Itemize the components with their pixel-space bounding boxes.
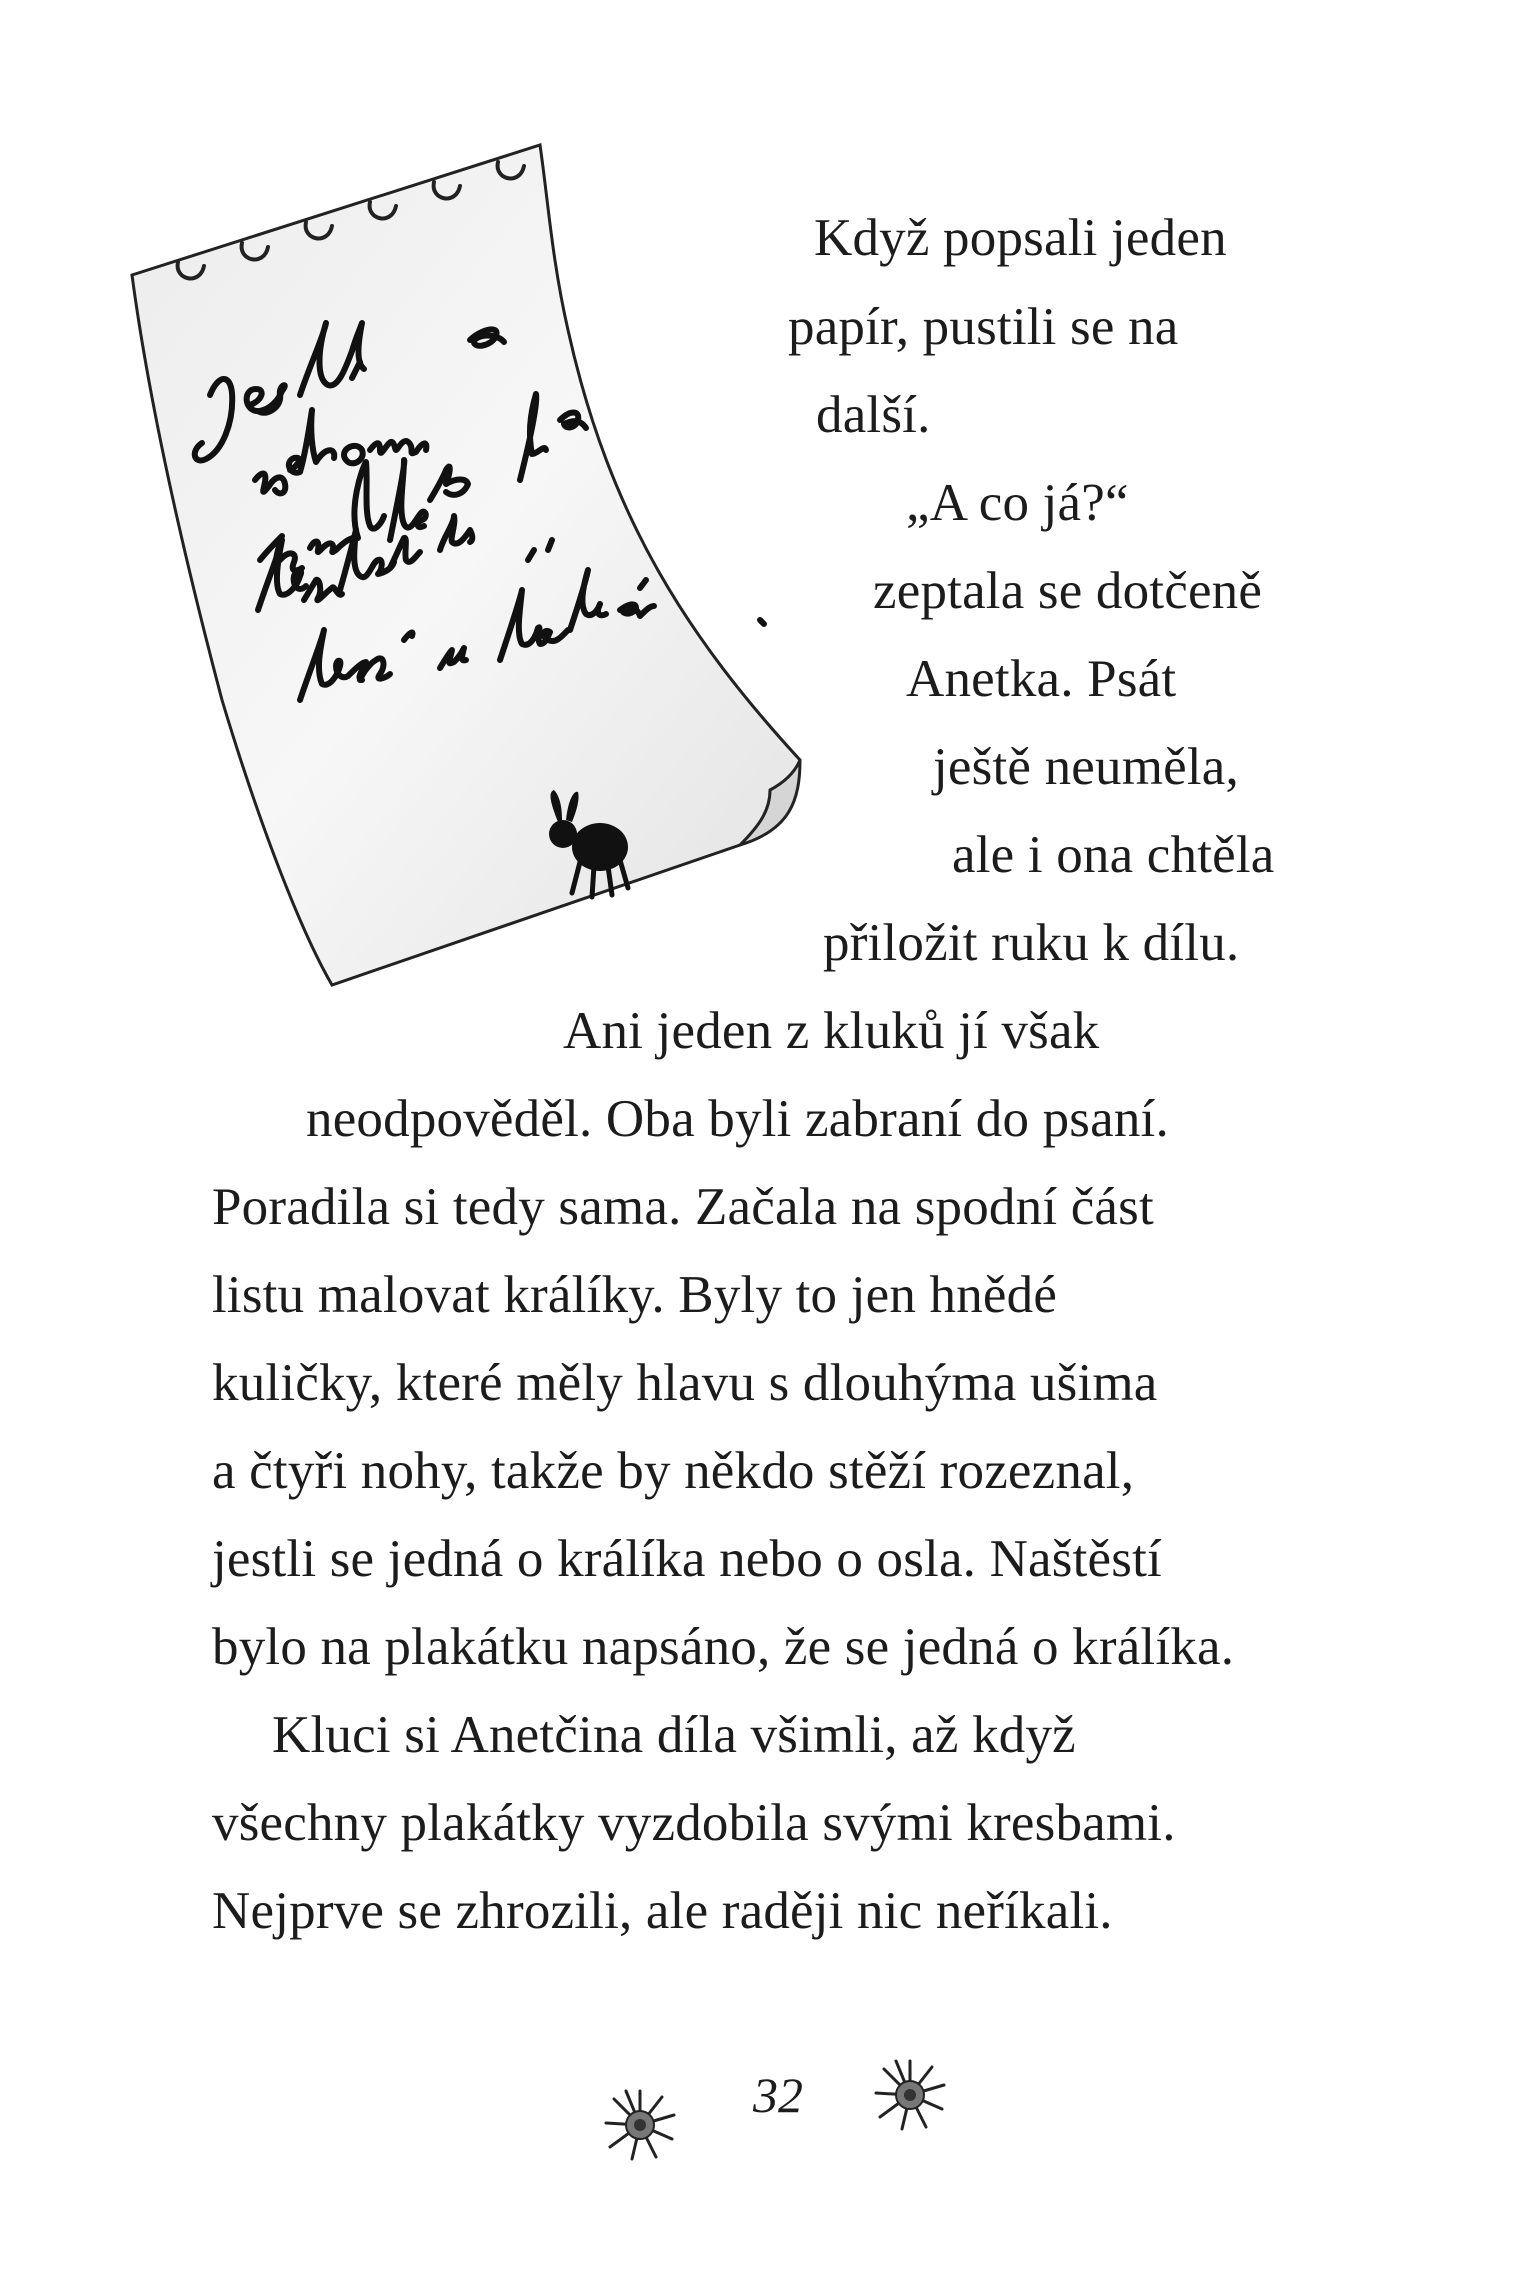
text-line: Poradila si tedy sama. Začala na spodní část bbox=[212, 1178, 1154, 1236]
paper-sheet bbox=[132, 145, 800, 985]
flower-ornament-right bbox=[870, 2055, 950, 2135]
text-line: Anetka. Psát bbox=[906, 650, 1177, 708]
text-line: jestli se jedná o králíka nebo o osla. Naštěstí bbox=[212, 1530, 1162, 1588]
text-line: a čtyři nohy, takže by někdo stěží rozeznal, bbox=[212, 1442, 1135, 1500]
text-line: kuličky, které měly hlavu s dlouhýma ušima bbox=[212, 1354, 1158, 1412]
text-line: neodpověděl. Oba byli zabraní do psaní. bbox=[306, 1090, 1169, 1148]
text-line: Kluci si Anetčina díla všimli, až když bbox=[272, 1706, 1076, 1764]
text-line: Nejprve se zhrozili, ale raději nic neříkali. bbox=[212, 1882, 1113, 1940]
page-number: 32 bbox=[753, 2067, 803, 2123]
text-line: Když popsali jeden bbox=[814, 209, 1227, 267]
text-line: další. bbox=[816, 386, 931, 444]
flower-ornament-left bbox=[600, 2085, 680, 2165]
text-line: zeptala se dotčeně bbox=[873, 562, 1263, 620]
text-line: přiložit ruku k dílu. bbox=[823, 914, 1240, 972]
text-line: ale i ona chtěla bbox=[952, 826, 1275, 884]
text-line: bylo na plakátku napsáno, že se jedná o králíka. bbox=[212, 1618, 1235, 1676]
text-line: všechny plakátky vyzdobila svými kresbami. bbox=[212, 1794, 1176, 1852]
text-line: papír, pustili se na bbox=[788, 298, 1179, 356]
text-line: listu malovat králíky. Byly to jen hnědé bbox=[212, 1266, 1058, 1324]
text-line: „A co já?“ bbox=[906, 474, 1129, 532]
text-line: ještě neuměla, bbox=[933, 738, 1239, 796]
text-line: Ani jeden z kluků jí však bbox=[563, 1002, 1100, 1060]
note-illustration bbox=[0, 0, 900, 1010]
